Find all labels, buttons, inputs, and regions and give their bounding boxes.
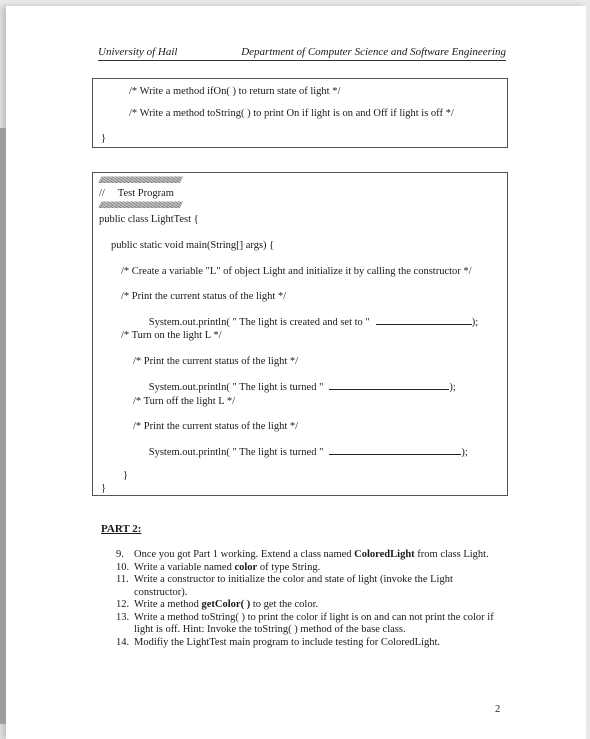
question-text-post: from class Light. [414, 549, 489, 560]
question-item [116, 574, 496, 599]
question-text-pre: Write a method toString( ) to print the color if light is on and can not print the color if light is off. Hint: Invoke the toString( ) method of the base class. [134, 611, 494, 635]
comment-print-status-3: /* Print the current status of the light */ [133, 421, 299, 432]
document-page [6, 6, 586, 739]
university-name: University of Hail [98, 46, 178, 58]
question-number: 11. [116, 574, 129, 585]
question-text-pre: Write a variable named [134, 561, 235, 573]
department-name: Department of Computer Science and Software Engineering [241, 46, 506, 58]
println-turned-off-text: System.out.println( " The light is turned " [148, 447, 324, 458]
comment-ifon: /* Write a method ifOn( ) to return state of light */ [129, 86, 341, 97]
question-number: 12. [116, 599, 130, 610]
question-number: 13. [116, 611, 130, 623]
question-text [134, 562, 496, 575]
page-number: 2 [495, 704, 501, 715]
comment-print-status-2: /* Print the current status of the light */ [133, 356, 299, 367]
class-declaration: public class LightTest { [99, 214, 199, 225]
question-text-bold: getColor( ) [201, 599, 251, 610]
comment-slashes-bottom: ///////////////////////////////////////////////////////////// [99, 201, 181, 211]
question-text-post: of type String. [257, 561, 321, 573]
main-closing-brace: } [123, 470, 129, 481]
answer-blank-1[interactable] [376, 315, 472, 325]
question-item [116, 599, 496, 612]
closing-brace: } [101, 133, 107, 144]
question-text [134, 599, 496, 612]
comment-test-program: // Test Program [99, 188, 174, 199]
question-text-pre: Once you got Part 1 working. Extend a class named [134, 549, 355, 560]
part-2-questions [116, 549, 496, 649]
comment-turn-off: /* Turn off the light L */ [133, 396, 236, 407]
question-text-pre: Write a constructor to initialize the color and state of light (invoke the Light constructor). [134, 574, 453, 598]
comment-turn-on: /* Turn on the light L */ [121, 330, 222, 341]
println-turned-on-end: ); [449, 382, 456, 393]
question-text [134, 612, 496, 637]
println-created-text: System.out.println( " The light is created and set to " [148, 317, 370, 328]
question-item [116, 549, 496, 562]
scrollbar[interactable] [0, 128, 6, 724]
question-number: 10. [116, 561, 130, 573]
comment-slashes-top: ///////////////////////////////////////////////////////////// [99, 176, 181, 186]
question-text [134, 549, 496, 562]
question-text-bold: ColoredLight [354, 549, 415, 560]
main-declaration: public static void main(String[] args) { [111, 240, 275, 251]
question-number: 14. [116, 636, 130, 648]
code-box-test-program [92, 172, 508, 496]
question-text-pre: Modifiy the LightTest main program to include testing for ColoredLight. [134, 636, 441, 648]
question-item [116, 612, 496, 637]
comment-tostring: /* Write a method toString( ) to print On if light is on and Off if light is off */ [129, 108, 454, 119]
question-item [116, 562, 496, 575]
question-text [134, 574, 496, 599]
println-turned-off [133, 432, 468, 472]
question-text-pre: Write a method [134, 599, 202, 610]
println-turned-on-text: System.out.println( " The light is turned " [148, 382, 324, 393]
println-turned-off-end: ); [461, 447, 468, 458]
question-text-bold: color [234, 561, 258, 573]
code-box-methods [92, 78, 508, 148]
comment-print-status-1: /* Print the current status of the light */ [121, 291, 287, 302]
question-item [116, 637, 496, 650]
page-header [98, 46, 506, 61]
part-2-heading: PART 2: [101, 523, 142, 535]
answer-blank-3[interactable] [329, 445, 461, 455]
question-number: 9. [116, 549, 124, 560]
question-text-post: to get the color. [250, 599, 319, 610]
answer-blank-2[interactable] [329, 380, 449, 390]
comment-create-variable: /* Create a variable "L" of object Light and initialize it by calling the constructor */ [121, 266, 472, 277]
class-closing-brace: } [101, 483, 107, 494]
question-text [134, 637, 496, 650]
println-created-end: ); [471, 317, 479, 328]
